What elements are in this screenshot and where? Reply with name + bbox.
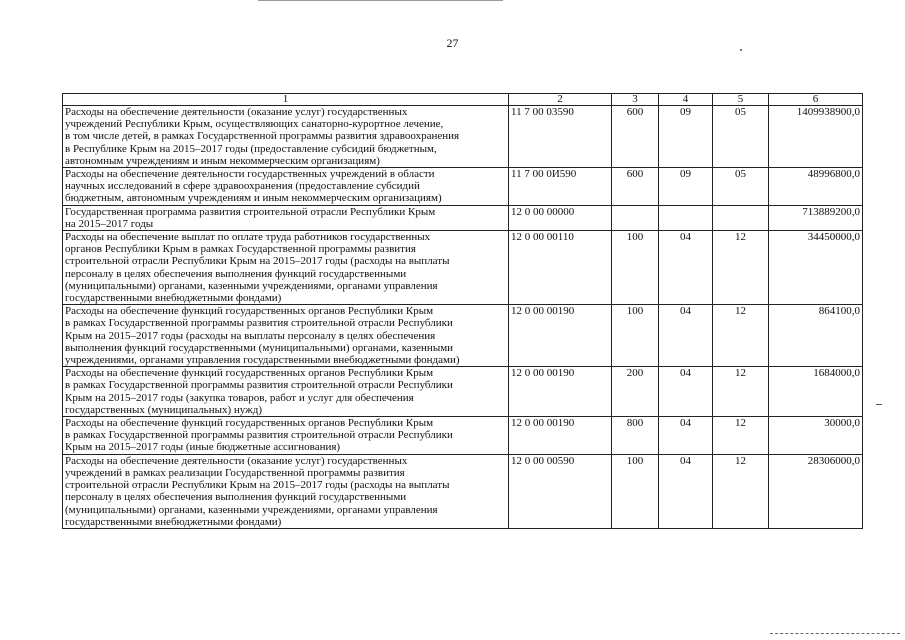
- description-line: в рамках Государственной программы развития строительной отрасли Республики: [65, 379, 453, 392]
- row-subsection: 12: [713, 417, 769, 455]
- scan-edge-dashes: [770, 633, 900, 634]
- description-line: Крым на 2015–2017 годы (иные бюджетные ассигнования): [65, 441, 341, 454]
- row-expense-type: 600: [612, 106, 659, 168]
- row-subsection: 12: [713, 454, 769, 528]
- description-line: строительной отрасли Республики Крым на 2015–2017 годы (расходы на выплаты: [65, 479, 450, 492]
- description-line: Крым на 2015–2017 годы (расходы на выплаты персоналу в целях обеспечения: [65, 329, 436, 342]
- row-code: 11 7 00 03590: [509, 106, 612, 168]
- row-subsection: 12: [713, 367, 769, 417]
- row-subsection: 05: [713, 168, 769, 206]
- row-expense-type: 800: [612, 417, 659, 455]
- page-number: 27: [446, 36, 459, 50]
- description-line: строительной отрасли Республики Крым на 2015–2017 годы (расходы на выплаты: [65, 255, 450, 268]
- row-expense-type: 100: [612, 454, 659, 528]
- description-line: государственными внебюджетными фондами): [65, 515, 282, 528]
- description-line: (муниципальными) органами, казенными учреждениями, органами управления: [65, 503, 438, 516]
- description-line: Расходы на обеспечение функций государственных органов Республики Крым: [65, 417, 434, 430]
- description-line: учреждений Республики Крым, осуществляющих санаторно-курортное лечение,: [65, 118, 444, 131]
- row-description: [63, 168, 509, 206]
- row-description: [63, 106, 509, 168]
- description-line: выполнения функций государственными (муниципальными) органами, казенными: [65, 341, 454, 354]
- table-row: [63, 417, 863, 455]
- scan-speck: [740, 49, 742, 51]
- row-section: [659, 205, 713, 230]
- table-row: [63, 168, 863, 206]
- description-line: в Республике Крым на 2015–2017 годы (предоставление субсидий бюджетным,: [65, 142, 437, 155]
- row-expense-type: 100: [612, 231, 659, 305]
- description-line: в том числе детей, в рамках Государственной программы развития здравоохранения: [65, 130, 460, 143]
- row-description: [63, 231, 509, 305]
- row-section: 04: [659, 305, 713, 367]
- description-line: научных исследований в сфере здравоохранения (предоставление субсидий: [65, 180, 420, 193]
- description-line: органов Республики Крым в рамках Государственной программы развития: [65, 243, 416, 256]
- description-line: Государственная программа развития строительной отрасли Республики Крым: [65, 205, 436, 218]
- column-number-6: 6: [769, 94, 863, 106]
- description-line: Расходы на обеспечение деятельности (оказание услуг) государственных: [65, 454, 408, 467]
- description-line: учреждениями, органами управления государственными внебюджетными фондами): [65, 354, 460, 367]
- description-line: автономным учреждениям и иным некоммерческим организациям): [65, 154, 380, 167]
- table-row: [63, 454, 863, 528]
- row-code: 12 0 00 00190: [509, 367, 612, 417]
- row-amount: 1409938900,0: [769, 106, 863, 168]
- description-line: Расходы на обеспечение деятельности государственных учреждений в области: [65, 168, 435, 181]
- row-section: 04: [659, 231, 713, 305]
- description-line: на 2015–2017 годы: [65, 217, 154, 230]
- row-description: [63, 367, 509, 417]
- description-line: Расходы на обеспечение деятельности (оказание услуг) государственных: [65, 106, 408, 118]
- description-line: персоналу в целях обеспечения выполнения функций государственными: [65, 267, 407, 280]
- description-line: Расходы на обеспечение функций государственных органов Республики Крым: [65, 305, 434, 318]
- table-row: [63, 231, 863, 305]
- description-line: персоналу в целях обеспечения выполнения функций государственными: [65, 491, 407, 504]
- budget-table: [62, 93, 863, 529]
- row-expense-type: [612, 205, 659, 230]
- description-line: в рамках Государственной программы развития строительной отрасли Республики: [65, 429, 453, 442]
- row-section: 09: [659, 168, 713, 206]
- row-code: 12 0 00 00190: [509, 305, 612, 367]
- description-line: в рамках Государственной программы развития строительной отрасли Республики: [65, 317, 453, 330]
- description-line: учреждений в рамках реализации Государственной программы развития: [65, 466, 405, 479]
- row-expense-type: 600: [612, 168, 659, 206]
- row-description: [63, 417, 509, 455]
- row-code: 12 0 00 00000: [509, 205, 612, 230]
- table-row: [63, 305, 863, 367]
- description-line: Расходы на обеспечение выплат по оплате труда работников государственных: [65, 231, 431, 244]
- table-header-row: [63, 94, 863, 106]
- description-line: (муниципальными) органами, казенными учреждениями, органами управления: [65, 279, 438, 292]
- row-description: [63, 205, 509, 230]
- row-description: [63, 305, 509, 367]
- row-code: 12 0 00 00590: [509, 454, 612, 528]
- row-code: 11 7 00 0И590: [509, 168, 612, 206]
- budget-table-body: [63, 94, 863, 529]
- row-amount: 48996800,0: [769, 168, 863, 206]
- column-number-3: 3: [612, 94, 659, 106]
- scan-edge-line: [258, 0, 503, 1]
- table-row: [63, 205, 863, 230]
- row-code: 12 0 00 00110: [509, 231, 612, 305]
- row-amount: 28306000,0: [769, 454, 863, 528]
- row-subsection: 12: [713, 231, 769, 305]
- row-amount: 864100,0: [769, 305, 863, 367]
- column-number-1: 1: [63, 94, 509, 106]
- column-number-2: 2: [509, 94, 612, 106]
- description-line: государственных (муниципальных) нужд): [65, 403, 262, 416]
- row-description: [63, 454, 509, 528]
- row-amount: 34450000,0: [769, 231, 863, 305]
- scan-speck: [876, 404, 882, 405]
- column-number-5: 5: [713, 94, 769, 106]
- row-section: 04: [659, 417, 713, 455]
- table-row: [63, 106, 863, 168]
- row-amount: 713889200,0: [769, 205, 863, 230]
- row-code: 12 0 00 00190: [509, 417, 612, 455]
- row-subsection: [713, 205, 769, 230]
- table-row: [63, 367, 863, 417]
- row-subsection: 05: [713, 106, 769, 168]
- row-expense-type: 100: [612, 305, 659, 367]
- row-section: 09: [659, 106, 713, 168]
- row-section: 04: [659, 367, 713, 417]
- description-line: бюджетным, автономным учреждениям и иным некоммерческим организациям): [65, 192, 442, 205]
- description-line: Расходы на обеспечение функций государственных органов Республики Крым: [65, 367, 434, 380]
- column-number-4: 4: [659, 94, 713, 106]
- row-amount: 1684000,0: [769, 367, 863, 417]
- row-expense-type: 200: [612, 367, 659, 417]
- row-subsection: 12: [713, 305, 769, 367]
- row-section: 04: [659, 454, 713, 528]
- description-line: государственными внебюджетными фондами): [65, 292, 282, 305]
- row-amount: 30000,0: [769, 417, 863, 455]
- description-line: Крым на 2015–2017 годы (закупка товаров, работ и услуг для обеспечения: [65, 391, 414, 404]
